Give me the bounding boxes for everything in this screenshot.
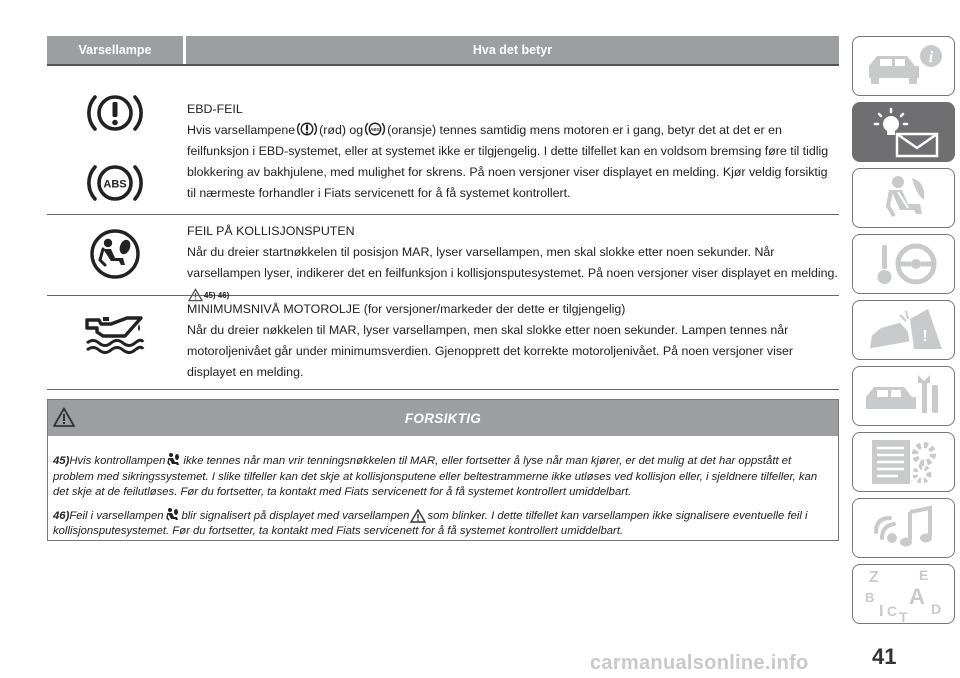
- tab-car-info[interactable]: [852, 36, 955, 96]
- airbag-person-inline-icon: [166, 452, 182, 468]
- tab-warning-lights[interactable]: [852, 102, 955, 162]
- text-part: ikke tennes når man vrir tenningsnøkkelen til MAR, eller fortsetter å lyse når man kjører, er det mulig at det har oppstått et problem med sikringssystemet. I slike tilfeller kan det skje at kollisjonsputene eller beltestrammerne ikke utløses ved kollisjon eller, i sjeldnere tilfeller, kan det skje at de feilutløses. Før du fortsetter, ta kontakt med Fiats servicenett for å få systemet kontrollert umiddelbart.: [53, 455, 818, 498]
- index-letter: A: [908, 584, 925, 609]
- table-header: [47, 36, 839, 64]
- oil-level-icon: [83, 310, 147, 356]
- index-letter: I: [878, 603, 883, 620]
- row-icons: [47, 215, 183, 295]
- warning-light-message-icon: [861, 106, 947, 158]
- key-steering-wheel-icon: [864, 239, 944, 289]
- warning-triangle-icon: [53, 407, 75, 427]
- table-row: [47, 296, 839, 390]
- tab-technical-data[interactable]: [852, 432, 955, 492]
- tab-emergency[interactable]: [852, 300, 955, 360]
- row-icons: [47, 296, 183, 389]
- watermark: carmanualsonline.info: [590, 652, 809, 674]
- index-letter: D: [930, 601, 941, 617]
- row-title: FEIL PÅ KOLLISJONSPUTEN: [187, 224, 355, 238]
- car-maintenance-icon: [862, 371, 946, 421]
- caution-box: [47, 399, 839, 541]
- multimedia-icon: [864, 502, 944, 554]
- svg-text:i: i: [928, 49, 933, 66]
- header-warning-light: Varsellampe: [78, 43, 152, 57]
- warning-triangle-inline-icon: [410, 509, 426, 523]
- index-letter: Z: [868, 569, 879, 586]
- text-part: som blinker. I dette tilfellet kan varsellampen ikke signalisere eventuelle feil i kollisjonsputesystemet. Før du fortsetter, ta kontakt med Fiats servicenett for å få systemet kontrollert umiddelbart.: [53, 509, 808, 537]
- text-part: Når du dreier startnøkkelen til posisjon MAR, lyser varsellampen, men skal slokke etter noen sekunder. Når varsellampen lyser, indikerer det en feilfunksjon i kollisjonsputesystemet. På noen versjoner viser displayet en melding.: [187, 245, 838, 280]
- index-letter: T: [898, 609, 908, 622]
- tab-alphabetical-index[interactable]: [852, 564, 955, 624]
- footnote-refs: 45) 46): [204, 291, 230, 300]
- car-info-icon: [861, 42, 947, 90]
- row-icons: [47, 66, 183, 214]
- airbag-seat-icon: [864, 172, 944, 224]
- note-number: 46): [53, 509, 70, 522]
- tab-maintenance[interactable]: [852, 366, 955, 426]
- row-description: Når du dreier nøkkelen til MAR, lyser varsellampen, men skal slokke etter noen sekunder. Lampen tennes når motoroljenivået går under minimumsverdien. Gjenopprett det korrekte motoroljenivået. På noen versjoner viser displayet en melding.: [187, 323, 794, 379]
- caution-header: [48, 400, 838, 436]
- abs-warning-inline-icon: [364, 120, 386, 138]
- warning-lights-table: [47, 36, 839, 390]
- caution-body: [48, 436, 838, 540]
- tab-safety[interactable]: [852, 168, 955, 228]
- text-part: (rød) og: [319, 123, 364, 137]
- caution-note-45: [53, 452, 833, 501]
- svg-text:!: !: [921, 328, 928, 345]
- technical-data-icon: [864, 436, 944, 488]
- row-text: [183, 215, 839, 300]
- note-number: 45): [53, 455, 70, 467]
- index-letter: B: [864, 590, 874, 605]
- row-text: [183, 66, 839, 214]
- text-part: blir signalisert på displayet med varsellampen: [181, 509, 410, 522]
- table-row: [47, 66, 839, 215]
- index-letter: C: [886, 603, 897, 619]
- row-title: MINIMUMSNIVÅ MOTOROLJE (for versjoner/markeder der dette er tilgjengelig): [187, 302, 626, 316]
- text-part: Hvis varsellampene: [187, 123, 296, 137]
- row-description: [187, 120, 839, 204]
- row-text: [183, 296, 839, 389]
- abs-warning-icon: [86, 158, 144, 208]
- brake-warning-inline-icon: [296, 120, 318, 138]
- brake-warning-icon: [86, 88, 144, 138]
- abs-inline-label: ABS: [370, 126, 381, 132]
- index-letter: E: [918, 567, 928, 583]
- row-title: EBD-FEIL: [187, 102, 243, 116]
- airbag-warning-icon: [88, 227, 142, 281]
- text-part: (oransje) tennes samtidig mens motoren er i gang, betyr det at det er en feilfunksjon i EBD-systemet, eller at systemet ikke er tilgjengelig. I dette tilfellet kan en voldsom bremsing føre til tidlig blokkering av bakhjulene, med mulighet for skrens. På noen versjoner viser displayet en melding. Kjør veldig forsiktig til nærmeste forhandler i Fiats servicenett for å få systemet kontrollert.: [187, 123, 829, 200]
- page-number: 41: [872, 644, 897, 669]
- header-meaning: Hva det betyr: [183, 36, 839, 64]
- caution-note-46: [53, 507, 833, 540]
- airbag-person-inline-icon: [165, 507, 181, 523]
- abs-label: ABS: [103, 178, 127, 191]
- car-accident-icon: [862, 305, 946, 355]
- tab-multimedia[interactable]: [852, 498, 955, 558]
- caution-title: FORSIKTIG: [404, 410, 482, 426]
- table-row: [47, 215, 839, 300]
- alphabetical-index-icon: [861, 566, 947, 622]
- tab-starting-driving[interactable]: [852, 234, 955, 294]
- text-part: Hvis kontrollampen: [69, 455, 166, 467]
- text-part: Feil i varsellampen: [69, 509, 164, 522]
